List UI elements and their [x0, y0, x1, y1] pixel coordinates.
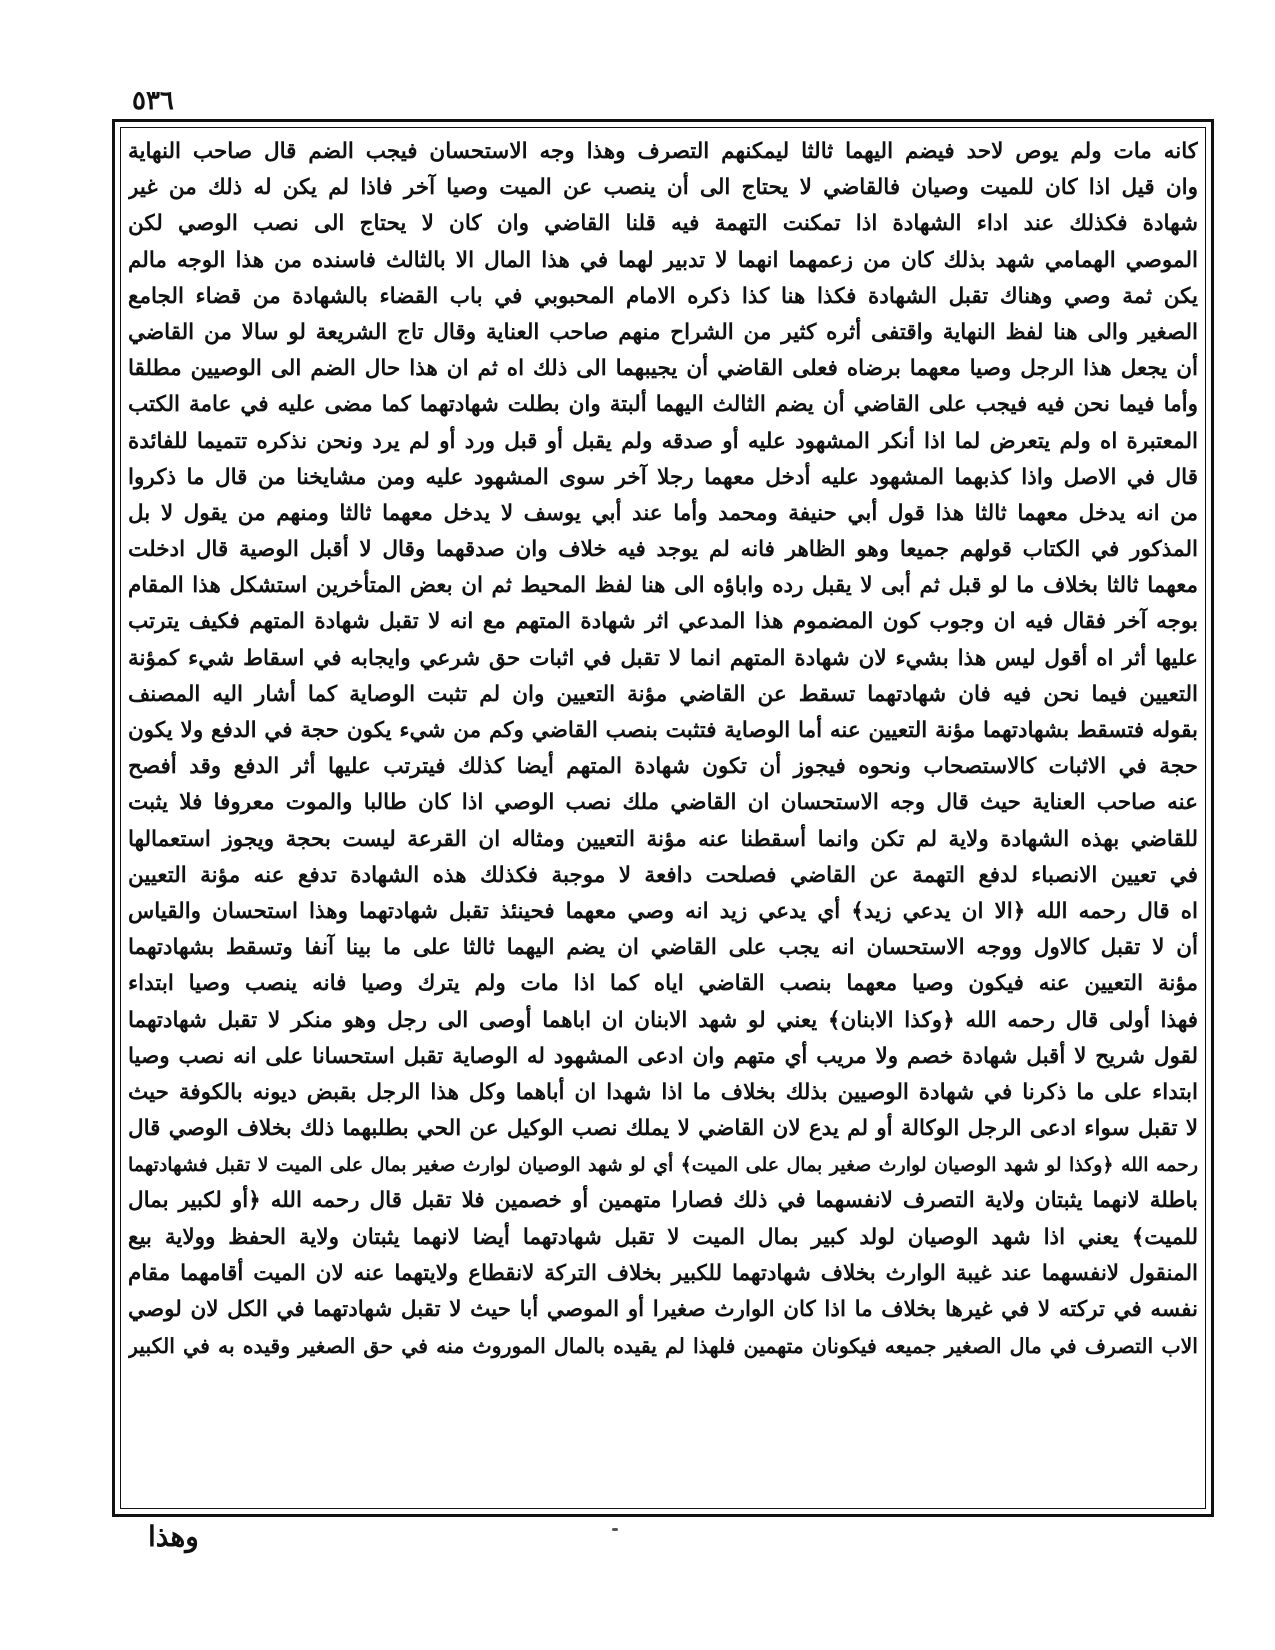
text-line: بقوله فتسقط بشهادتهما مؤنة التعيين عنه أما الوصاية فتثبت بنصب القاضي وكم من شيء يكون حجة في الدفع ولا يكون — [128, 718, 1198, 743]
text-line: باطلة لانهما يثبتان ولاية التصرف لانفسهما في ذلك فصارا متهمين أو خصمين فلا تقبل قال رحمه الله ﴿أو لكبير بمال — [128, 1188, 1198, 1214]
text-line: معهما ثالثا بخلاف ما لو قبل ثم أبى لا يقبل رده واباؤه الى هنا لفظ المحيط ثم ان بعض المتأخرين استشكل هذا المقام — [128, 573, 1198, 599]
text-line: أن يجعل هذا الرجل وصيا معهما برضاه فعلى القاضي أن يجيبهما الى ذلك اه ثم ان هذا حال الضم الى الوصيين مطلقا — [128, 356, 1198, 382]
text-line: من انه يدخل معهما ثالثا هذا قول أبي حنيفة ومحمد وأما عند أبي يوسف لا يدخل معهما ثالثا ومنهم من يقول لا بل — [128, 500, 1198, 526]
text-line: كانه مات ولم يوص لاحد فيضم اليهما ثالثا ليمكنهم التصرف وهذا وجه الاستحسان فيجب الضم قال صاحب النهاية — [128, 139, 1198, 164]
text-line: وان قيل اذا كان للميت وصيان فالقاضي لا يحتاج الى أن ينصب عن الميت وصيا آخر فاذا لم يكن له ذلك من غير — [128, 175, 1198, 201]
scan-speck — [612, 1528, 618, 1531]
text-line: رحمه الله ﴿وكذا لو شهد الوصيان لوارث صغير بمال على الميت﴾ أي لو شهد الوصيان لوارث صغير بمال على الميت لا تقبل فشهادتهما — [128, 1154, 1198, 1177]
text-line: مؤنة التعيين عنه فيكون وصيا معهما بنصب القاضي اياه كما اذا مات ولم يترك وصيا فانه ينصب وصيا ابتداء — [128, 971, 1198, 997]
text-line: للقاضي بهذه الشهادة ولاية لم تكن وانما أسقطنا عنه مؤنة التعيين ومثاله ان القرعة ليست بحجة ويجوز استعمالها — [128, 826, 1198, 852]
text-line: في تعيين الانصباء لدفع التهمة عن القاضي فصلحت دافعة لا موجبة فكذلك هذه الشهادة تدفع عنه مؤنة التعيين — [128, 862, 1198, 888]
text-line: عليها أثر اه أقول ليس هذا بشيء لان شهادة المتهم انما لا تقبل في اثبات حق شرعي وايجابه في اسقاط شيء كمؤنة — [128, 645, 1198, 671]
text-line: حجة في الاثبات كالاستصحاب ونحوه فيجوز أن تكون شهادة المتهم أيضا كذلك فيترتب عليها أثر الدفع وقد أفصح — [128, 754, 1198, 780]
page-number: ٥٣٦ — [132, 86, 174, 116]
text-line: الاب التصرف في مال الصغير جميعه فيكونان متهمين فلهذا لم يقيده بالمال الموروث منه في حق الصغير وقيده به في الكبير — [128, 1334, 1198, 1359]
text-line: اه قال رحمه الله ﴿الا ان يدعي زيد﴾ أي يدعي زيد انه وصي معهما فحينئذ تقبل شهادتهما وهذا استحسان والقياس — [128, 898, 1198, 924]
text-line: المذكور في الكتاب قولهم جميعا وهو الظاهر فانه لم يوجد فيه خلاف وان صدقهما وقال لا أقبل الوصية قال ادخلت — [128, 537, 1198, 563]
text-line: لقول شريح لا أقبل شهادة خصم ولا مريب أي متهم وان ادعى المشهود له الوصاية تقبل استحسانا على انه نصب وصيا — [128, 1043, 1198, 1069]
text-line: شهادة فكذلك عند اداء الشهادة اذا تمكنت التهمة فيه قلنا القاضي وان كان لا يحتاج الى نصب الوصي لكن — [128, 211, 1198, 237]
text-line: للميت﴾ يعني اذا شهد الوصيان لولد كبير بمال الميت لا تقبل شهادتهما أيضا لانهما يثبتان ولاية الحفظ وولاية بيع — [128, 1224, 1198, 1250]
text-line: أن لا تقبل كالاول ووجه الاستحسان انه يجب على القاضي ان يضم اليهما ثالثا على ما بينا آنفا وتسقط بشهادتهما — [128, 935, 1198, 961]
text-line: فهذا أولى قال رحمه الله ﴿وكذا الابنان﴾ يعني لو شهد الابنان ان اباهما أوصى الى رجل وهو منكر لا تقبل شهادتهما — [128, 1007, 1198, 1033]
text-line: الموصي الهمامي شهد بذلك كان من زعمهما انهما لا تدبير لهما في هذا المال الا بالثالث فاسنده من هذا الوجه مالم — [128, 247, 1198, 273]
text-line: المنقول لانفسهما عند غيبة الوارث بخلاف شهادتهما للكبير بخلاف التركة لانقطاع ولايتهما عنه لان الميت أقامهما مقام — [128, 1260, 1198, 1286]
text-line: عنه صاحب العناية حيث قال وجه الاستحسان ان القاضي ملك نصب الوصي اذا كان طالبا والموت معروفا فلا يثبت — [128, 790, 1198, 816]
text-line: قال في الاصل واذا كذبهما المشهود عليه أدخل معهما رجلا آخر سوى المشهود عليه ومن مشايخنا من قال ما ذكروا — [128, 464, 1198, 490]
text-line: الصغير والى هنا لفظ النهاية واقتفى أثره كثير من الشراح منهم صاحب العناية وقال تاج الشريعة لو سالا من القاضي — [128, 319, 1198, 345]
text-line: وأما فيما نحن فيه فيجب على القاضي أن يضم الثالث اليهما ألبتة وان بطلت شهادتهما كما مضى عليه في عامة الكتب — [128, 392, 1198, 418]
text-line: لا تقبل سواء ادعى الرجل الوكالة أو لم يدع لان القاضي لا يملك نصب الوكيل عن الحي بطلبهما ذلك بخلاف الوصي قال — [128, 1116, 1198, 1142]
text-line: التعيين فيما نحن فيه فان شهادتهما تسقط عن القاضي مؤنة التعيين وان لم تثبت الوصاية كما أشار اليه المصنف — [128, 681, 1198, 707]
text-line: نفسه في تركته لا في غيرها بخلاف ما اذا كان الوارث صغيرا أو الموصي أبا حيث لا تقبل شهادتهما في الكل لان لوصي — [128, 1297, 1198, 1322]
text-line: ابتداء على ما ذكرنا في شهادة الوصيين بذلك بخلاف ما اذا شهدا ان أباهما وكل هذا الرجل بقبض ديونه بالكوفة حيث — [128, 1079, 1198, 1105]
text-line: بوجه آخر فقال فيه ان وجوب كون المضموم هذا المدعي اثر شهادة المتهم مع انه لا تقبل شهادة المتهم فكيف يترتب — [128, 609, 1198, 635]
catchword: وهذا — [148, 1520, 199, 1553]
text-line: يكن ثمة وصي وهناك تقبل الشهادة فكذا هنا كذا ذكره الامام المحبوبي في باب القضاء بالشهادة من قضاء الجامع — [128, 283, 1198, 309]
main-text-body — [128, 134, 1198, 1504]
text-line: المعتبرة اه ولم يتعرض لما اذا أنكر المشهود عليه أو صدقه ولم يقبل أو قبل ورد أو لم يرد ونحن نذكره تتميما للفائدة — [128, 428, 1198, 454]
